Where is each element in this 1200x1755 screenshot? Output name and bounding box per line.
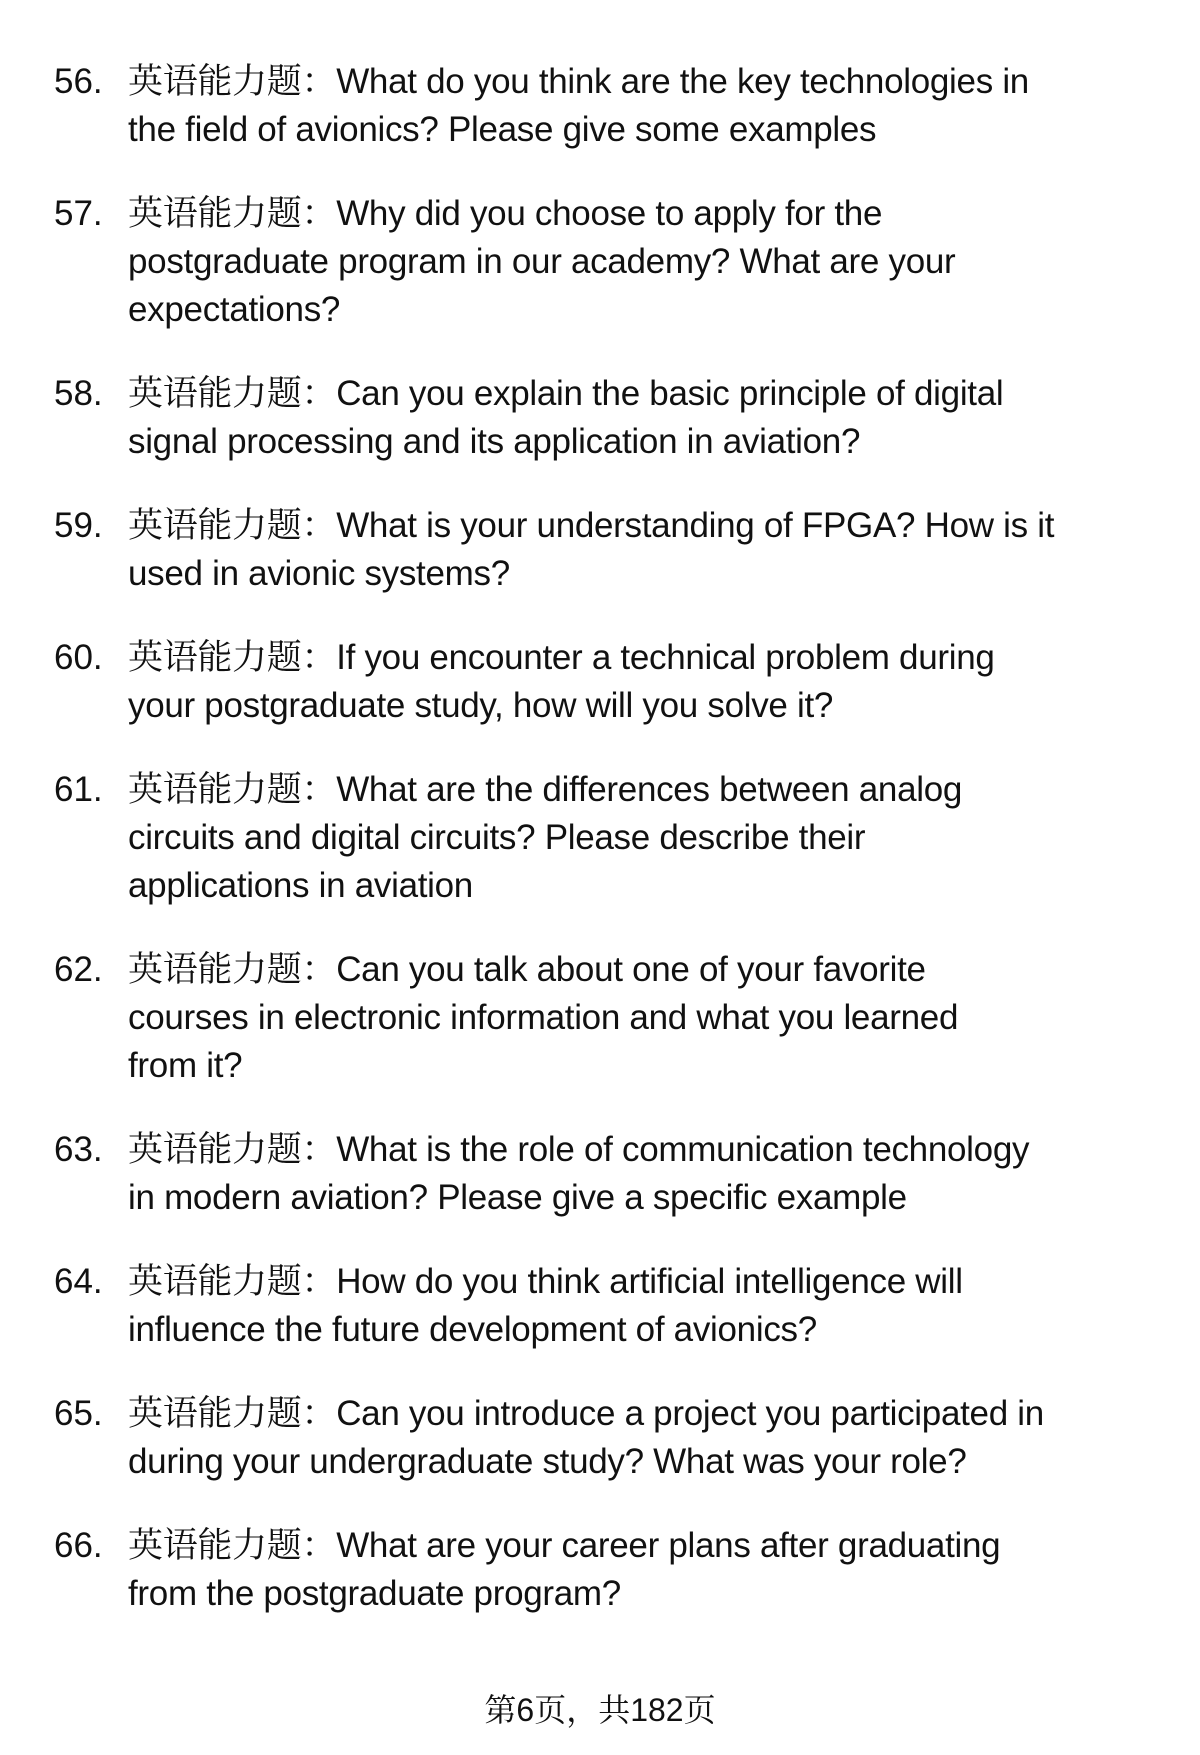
question-number: 63. [54,1130,103,1169]
question-number: 62. [54,950,103,989]
question-text-line: 英语能力题：Can you talk about one of your favorite [128,950,926,989]
question-item [0,58,1200,154]
question-text-line: your postgraduate study, how will you solve it? [128,686,834,725]
question-text-line: in modern aviation? Please give a specific example [128,1178,907,1217]
question-text-line: 英语能力题：If you encounter a technical problem during [128,638,995,677]
question-item [0,1258,1200,1354]
question-item [0,766,1200,910]
page-number: 第6页，共182页 [484,1692,716,1728]
question-text-line: from the postgraduate program? [128,1574,621,1613]
question-number: 59. [54,506,103,545]
question-text-line: used in avionic systems? [128,554,510,593]
question-number: 66. [54,1526,103,1565]
question-item [0,502,1200,598]
question-text-line: 英语能力题：What are the differences between analog [128,770,963,809]
question-text-line: the field of avionics? Please give some examples [128,110,877,149]
question-text-line: 英语能力题：Can you introduce a project you participated in [128,1394,1044,1433]
question-text-line: signal processing and its application in aviation? [128,422,861,461]
question-item [0,370,1200,466]
question-text-line: influence the future development of avionics? [128,1310,817,1349]
question-number: 57. [54,194,103,233]
question-item [0,190,1200,334]
question-text-line: during your undergraduate study? What was your role? [128,1442,967,1481]
question-number: 60. [54,638,103,677]
question-text-line: 英语能力题：What do you think are the key technologies in [128,62,1029,101]
question-list [0,58,1200,1654]
question-text-line: courses in electronic information and what you learned [128,998,959,1037]
question-number: 56. [54,62,103,101]
question-text-line: 英语能力题：What are your career plans after graduating [128,1526,1001,1565]
question-text-line: 英语能力题：What is your understanding of FPGA? How is it [128,506,1055,545]
question-number: 65. [54,1394,103,1433]
question-text-line: expectations? [128,290,341,329]
question-text-line: postgraduate program in our academy? What are your [128,242,956,281]
question-number: 64. [54,1262,103,1301]
question-item [0,1522,1200,1618]
question-text-line: from it? [128,1046,243,1085]
question-text-line: 英语能力题：How do you think artificial intelligence will [128,1262,963,1301]
question-text-line: 英语能力题：Why did you choose to apply for the [128,194,883,233]
question-item [0,634,1200,730]
question-text-line: 英语能力题：Can you explain the basic principle of digital [128,374,1004,413]
question-item [0,1390,1200,1486]
question-text-line: 英语能力题：What is the role of communication technology [128,1130,1030,1169]
question-number: 58. [54,374,103,413]
question-item [0,1126,1200,1222]
question-item [0,946,1200,1090]
question-text-line: circuits and digital circuits? Please describe their [128,818,866,857]
question-text-line: applications in aviation [128,866,473,905]
question-number: 61. [54,770,103,809]
